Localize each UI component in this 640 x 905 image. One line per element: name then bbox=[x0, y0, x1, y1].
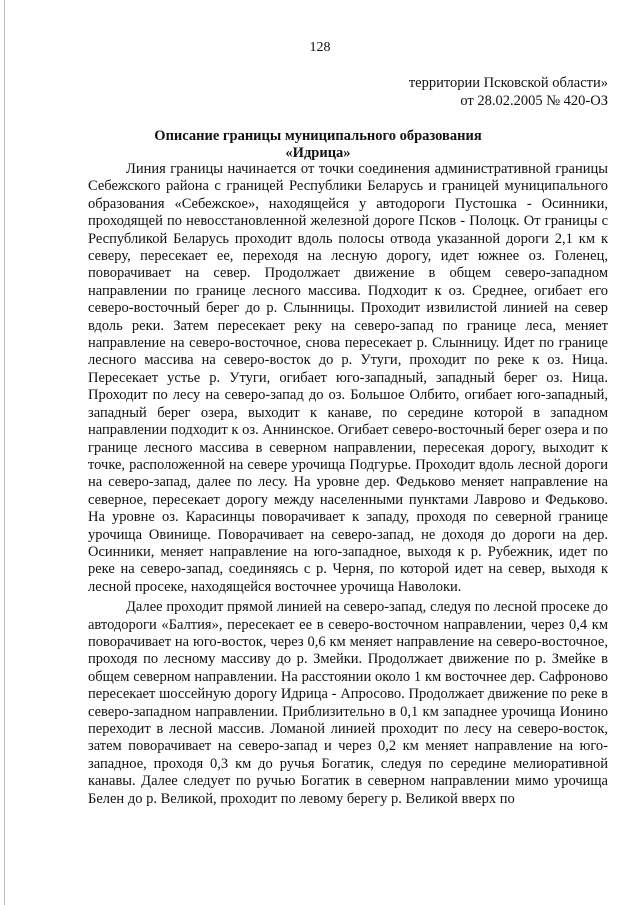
title-line-1: Описание границы муниципального образования bbox=[154, 128, 482, 144]
scan-edge bbox=[4, 0, 5, 905]
page-number: 128 bbox=[309, 40, 331, 55]
body-text bbox=[88, 161, 608, 808]
section-title bbox=[88, 128, 548, 162]
paragraph: Линия границы начинается от точки соединения административной границы Себежского района с границей Республики Беларусь и границей муниципального образования «Себежское», находящейся у автодороги Пустошка - Осинники, проходящей по невосстановленной железной дороге Псков - Полоцк. От границы с Республикой Беларусь проходит вдоль полосы отвода указанной дороги 2,1 км к северу, пересекает ее, переходя на лесную дорогу, идет южнее оз. Голенец, поворачивает на север. Продолжает движение в общем северо-западном направлении по границе лесного массива. Подходит к оз. Среднее, огибает его северо-восточный берег до р. Слынницы. Проходит извилистой линией на север вдоль реки. Затем пересекает реку на северо-запад по границе леса, меняет направление на северо-восточное, снова пересекает р. Слынницу. Идет по границе лесного массива на северо-восток до р. Утуги, проходит по реке к оз. Ница. Пересекает устье р. Утуги, огибает юго-западный, западный берег оз. Ница. Проходит по лесу на северо-запад до оз. Большое Олбито, огибает юго-западный, западный берег озера, выходит к канаве, по середине которой в западном направлении подходит к оз. Аннинское. Огибает северо-восточный берег озера и по границе лесного массива в северном направлении, пересекая дорогу, выходит к точке, расположенной на севере урочища Подгурье. Проходит вдоль лесной дороги на северо-запад, далее по лесу. На уровне дер. Федьково меняет направление на северное, пересекает дорогу между населенными пунктами Лаврово и Федьково. На уровне оз. Карасинцы поворачивает к западу, проходя по северной границе урочища Овинище. Поворачивает на северо-запад, не доходя до дороги на дер. Осинники, меняет направление на юго-западное, выходя к р. Рубежник, идет по реке на северо-запад, соединяясь с р. Черня, по которой идет на север, выходя к лесной просеке, находящейся восточнее урочища Наволоки. bbox=[88, 161, 608, 595]
document-header bbox=[409, 74, 608, 110]
header-line-2: от 28.02.2005 № 420-ОЗ bbox=[460, 93, 608, 109]
header-line-1: территории Псковской области» bbox=[408, 75, 608, 91]
paragraph: Далее проходит прямой линией на северо-запад, следуя по лесной просеке до автодороги «Балтия», пересекает ее в северо-восточном направлении, через 0,4 км поворачивает на юго-восток, через 0,6 км меняет направление на северо-восточное, проходя по лесному массиву до р. Змейки. Продолжает движение по р. Змейке в общем северном направлении. На расстоянии около 1 км восточнее дер. Сафроново пересекает шоссейную дорогу Идрица - Апросово. Продолжает движение по реке в северо-западном направлении. Приблизительно в 0,1 км западнее урочища Ионино переходит в лесной массив. Ломаной линией проходит по лесу на северо-восток, затем поворачивает на северо-запад и через 0,2 км меняет направление на юго-западное, проходя 0,3 км до ручья Богатик, следуя по середине мелиоративной канавы. Далее следует по ручью Богатик в северном направлении мимо урочища Белен до р. Великой, проходит по левому берегу р. Великой вверх по bbox=[88, 599, 608, 807]
title-line-2: «Идрица» bbox=[285, 145, 351, 161]
